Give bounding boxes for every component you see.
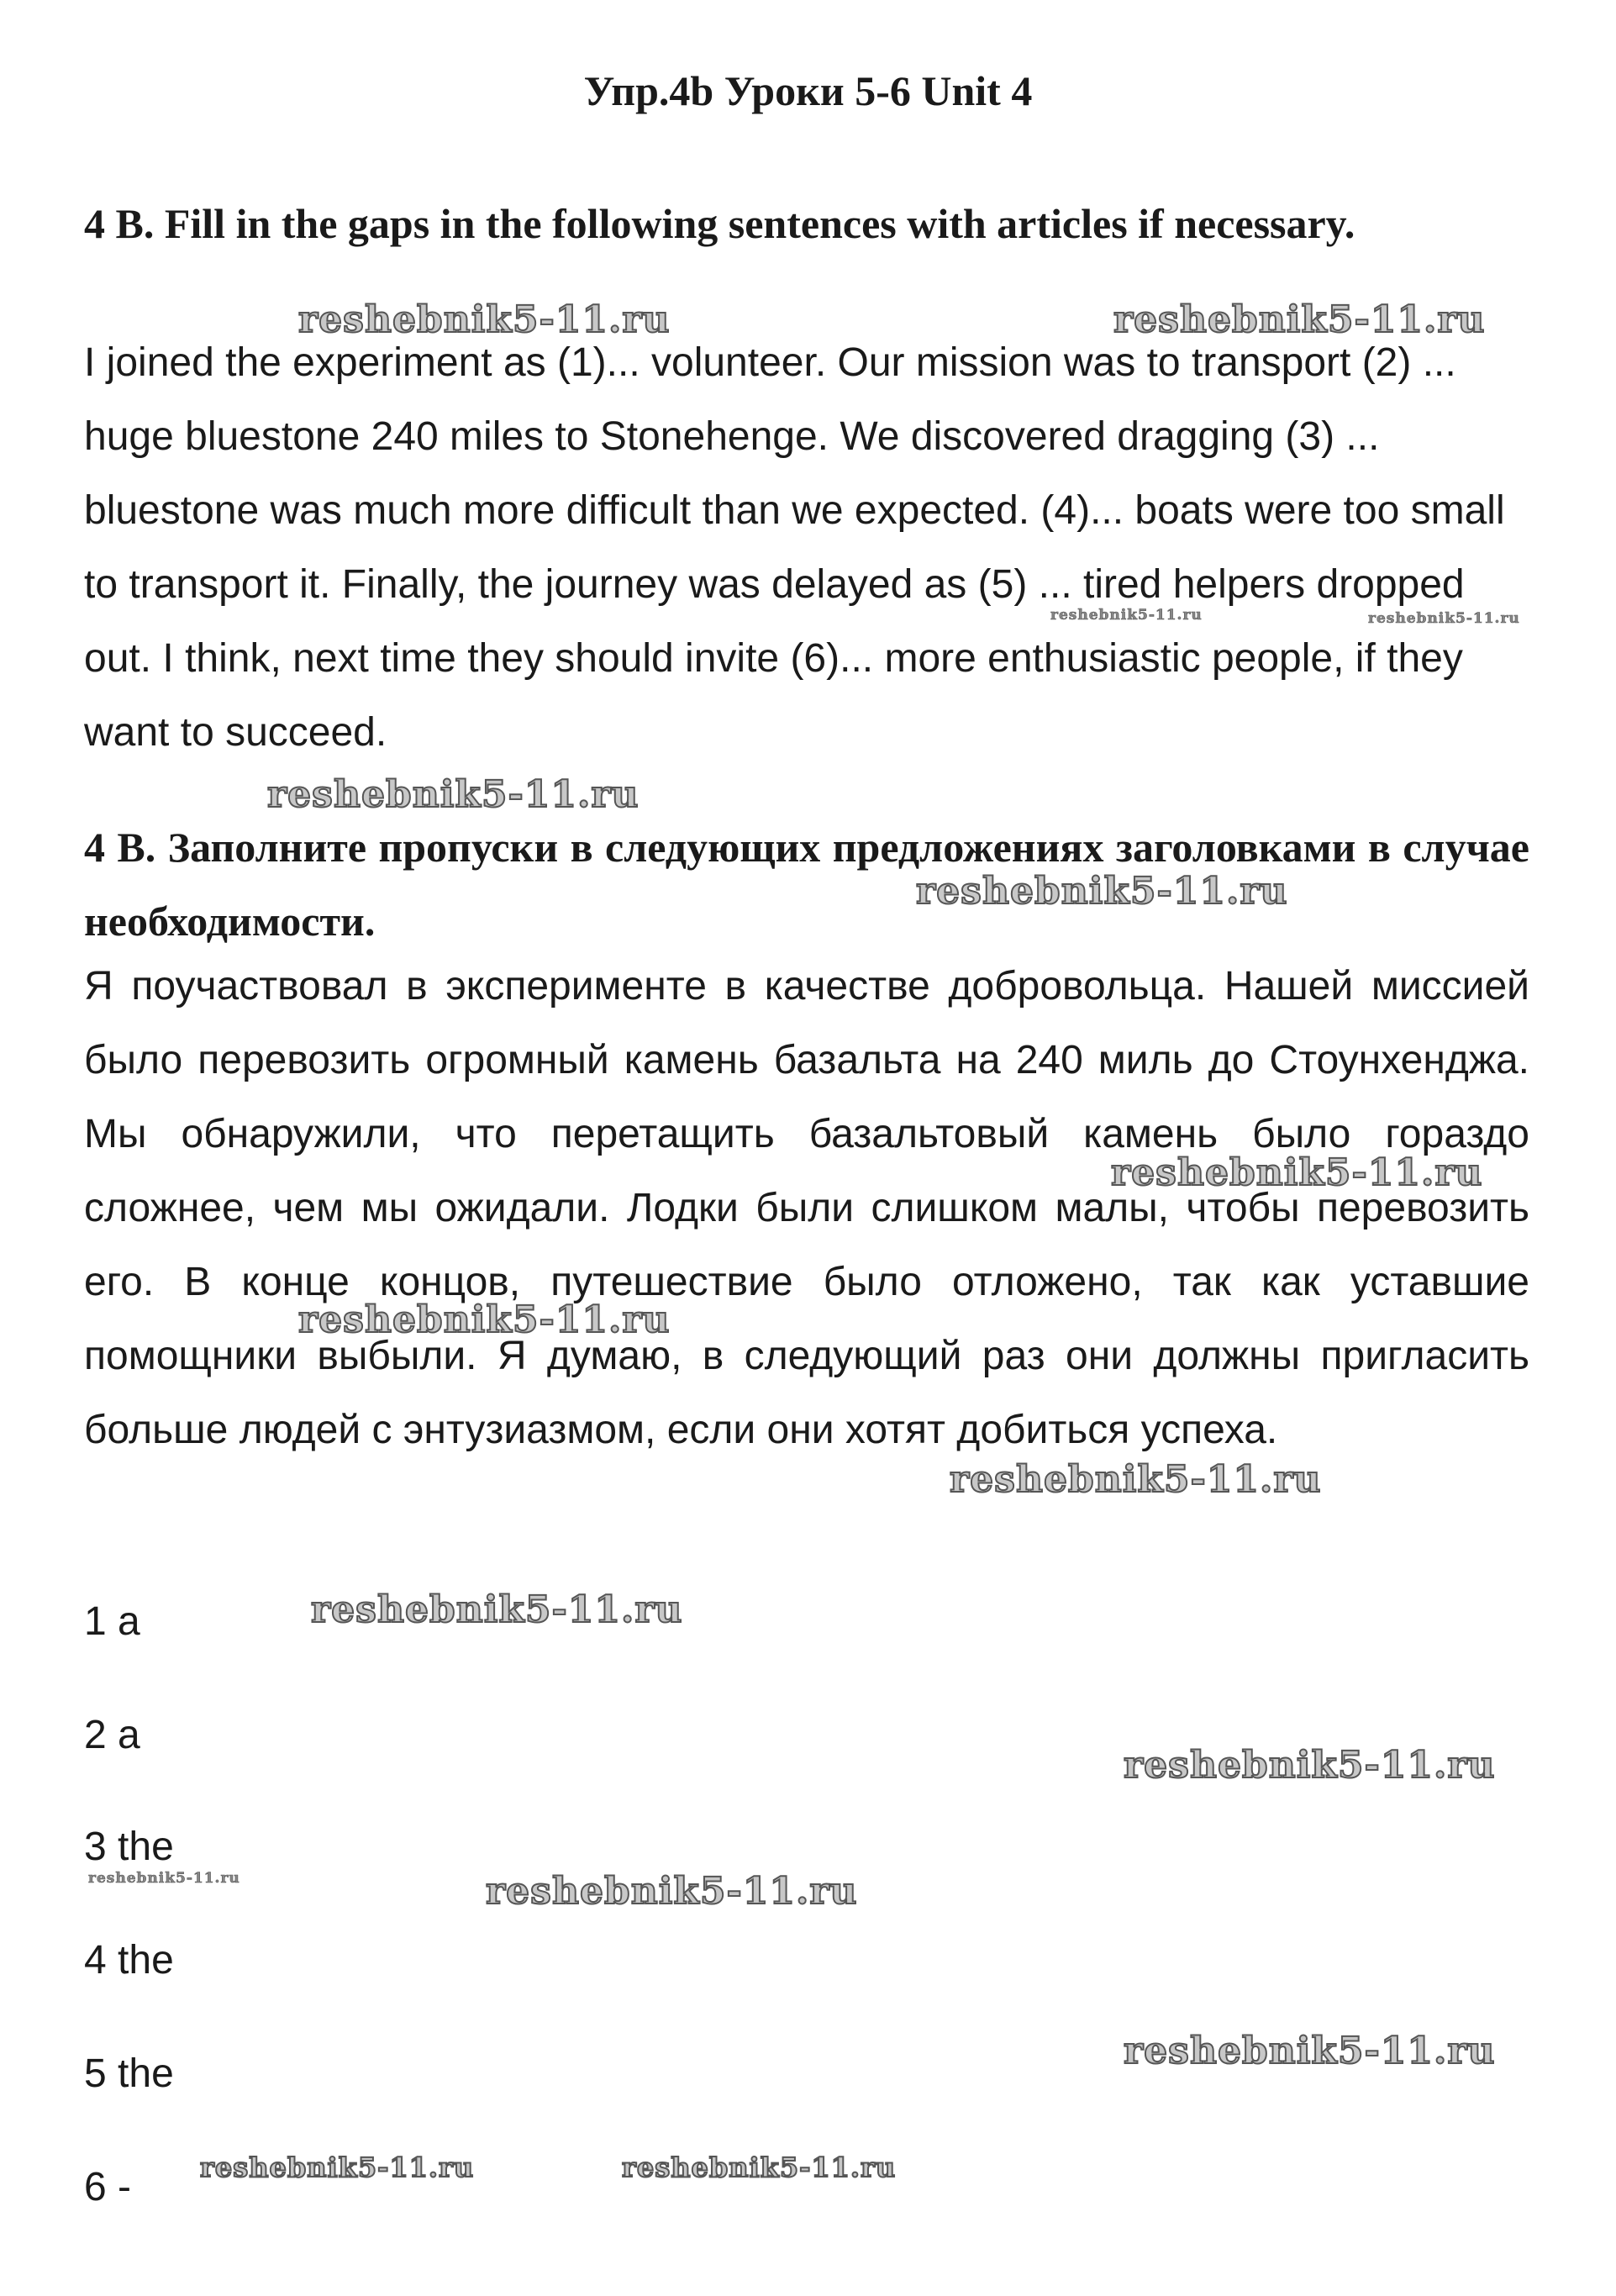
english-task-text: I joined the experiment as (1)... volunteer. Our mission was to transport (2) ... huge bluestone 240 miles to Stonehenge. We discovered dragging (3) ... bluestone was much more difficult than we expected. (4)... boats were too small to transport it. Finally, the journey was delayed as (5) ... tired helpers dropped out. I think, next time they should invite (6)... more enthusiastic people, if they want to succeed.	[84, 340, 1505, 755]
watermark: reshebnik5-11.ru	[311, 1588, 683, 1631]
watermark: reshebnik5-11.ru	[1113, 298, 1486, 341]
watermark: reshebnik5-11.ru	[267, 773, 640, 816]
watermark: reshebnik5-11.ru	[1050, 607, 1203, 624]
watermark: reshebnik5-11.ru	[1124, 1744, 1496, 1787]
answer-item: 5 the	[84, 2051, 174, 2096]
answer-item: 4 the	[84, 1938, 174, 1983]
watermark: reshebnik5-11.ru	[486, 1870, 858, 1913]
watermark: reshebnik5-11.ru	[1111, 1151, 1483, 1194]
watermark: reshebnik5-11.ru	[200, 2151, 475, 2183]
watermark: reshebnik5-11.ru	[298, 298, 671, 341]
watermark: reshebnik5-11.ru	[298, 1298, 671, 1341]
answer-item: 1 a	[84, 1599, 140, 1644]
watermark: reshebnik5-11.ru	[88, 1870, 240, 1887]
watermark: reshebnik5-11.ru	[916, 870, 1288, 913]
answer-item: 3 the	[84, 1825, 174, 1869]
answer-item: 6 -	[84, 2165, 132, 2209]
watermark: reshebnik5-11.ru	[1368, 610, 1520, 627]
answer-item: 2 a	[84, 1713, 140, 1757]
page-title: Упр.4b Уроки 5-6 Unit 4	[583, 67, 1033, 114]
russian-task-text: Я поучаствовал в эксперименте в качестве добровольца. Нашей миссией было перевозить огромный камень базальта на 240 миль до Стоунхенджа. Мы обнаружили, что перетащить базальтовый камень было гораздо сложнее, чем мы ожидали. Лодки были слишком малы, чтобы перевозить его. В конце концов, путешествие было отложено, так как уставшие помощники выбыли. Я думаю, в следующий раз они должны пригласить больше людей с энтузиазмом, если они хотят добиться успеха.	[84, 964, 1529, 1452]
english-task-heading: 4 B. Fill in the gaps in the following sentences with articles if necessary.	[84, 200, 1355, 247]
russian-task-heading: 4 B. Заполните пропуски в следующих предложениях заголовками в случае необходимости.	[84, 824, 1529, 945]
watermark: reshebnik5-11.ru	[950, 1458, 1322, 1501]
watermark: reshebnik5-11.ru	[622, 2151, 897, 2183]
watermark: reshebnik5-11.ru	[1124, 2030, 1496, 2072]
